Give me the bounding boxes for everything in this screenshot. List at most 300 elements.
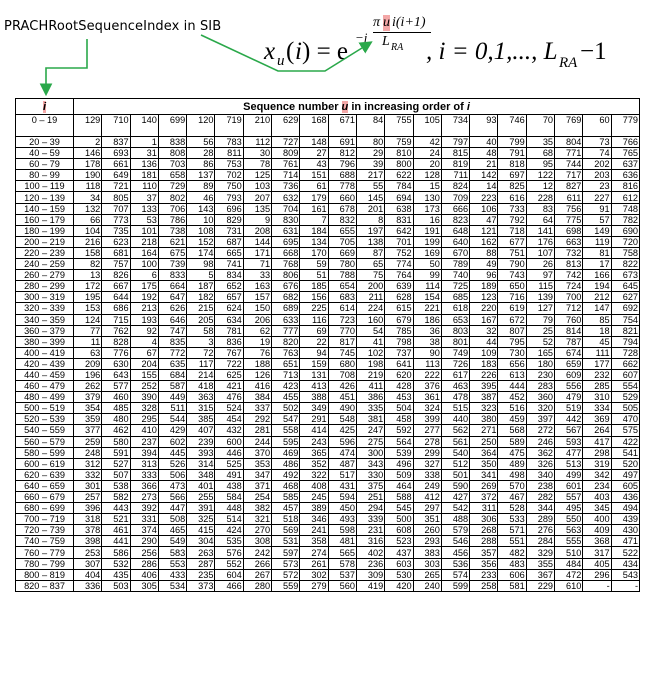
table-cell: 736: [272, 181, 300, 192]
exponent-u-highlight: u: [383, 15, 390, 30]
table-cell: 8: [356, 214, 384, 225]
row-index-range: 520 – 539: [16, 414, 74, 425]
table-cell: 700: [555, 292, 583, 303]
table-cell: 449: [158, 392, 186, 403]
table-cell: 607: [611, 369, 639, 380]
table-cell: 222: [413, 369, 441, 380]
table-cell: 603: [385, 558, 413, 569]
table-cell: 545: [385, 503, 413, 514]
table-cell: 421: [215, 381, 243, 392]
table-cell: 255: [187, 492, 215, 503]
table-cell: 394: [130, 447, 158, 458]
table-cell: 828: [102, 336, 130, 347]
table-cell: 431: [328, 480, 356, 491]
table-cell: 795: [498, 336, 526, 347]
table-cell: 288: [470, 536, 498, 547]
table-cell: 126: [243, 369, 271, 380]
table-cell: 565: [328, 547, 356, 558]
table-cell: 149: [583, 225, 611, 236]
table-cell: 266: [243, 558, 271, 569]
table-cell: 364: [470, 447, 498, 458]
table-cell: 355: [526, 558, 554, 569]
table-cell: 768: [272, 259, 300, 270]
table-cell: 762: [102, 325, 130, 336]
table-cell: 131: [300, 369, 328, 380]
table-cell: 471: [611, 536, 639, 547]
table-cell: 295: [130, 414, 158, 425]
table-cell: 581: [498, 580, 526, 591]
table-cell: 740: [441, 270, 469, 281]
table-cell: 815: [441, 148, 469, 159]
table-cell: 462: [102, 425, 130, 436]
table-cell: 320: [526, 403, 554, 414]
table-cell: 666: [441, 203, 469, 214]
table-cell: 101: [130, 225, 158, 236]
table-cell: 237: [130, 436, 158, 447]
table-cell: 216: [74, 236, 102, 247]
table-cell: 450: [328, 503, 356, 514]
table-cell: 786: [158, 214, 186, 225]
table-cell: 661: [102, 159, 130, 170]
table-cell: 306: [470, 514, 498, 525]
table-cell: 515: [441, 403, 469, 414]
table-cell: 719: [215, 115, 243, 137]
table-cell: 426: [328, 381, 356, 392]
table-cell: 562: [441, 425, 469, 436]
table-cell: 26: [526, 259, 554, 270]
table-body: [16, 115, 640, 592]
exponent-fraction-bar: [373, 32, 431, 33]
table-cell: 579: [441, 525, 469, 536]
table-cell: 166: [583, 270, 611, 281]
table-cell: 194: [583, 281, 611, 292]
table-cell: 658: [158, 170, 186, 181]
table-cell: 21: [470, 159, 498, 170]
table-cell: 123: [470, 292, 498, 303]
table-cell: 583: [158, 547, 186, 558]
table-cell: 76: [243, 347, 271, 358]
table-cell: 738: [158, 225, 186, 236]
table-cell: 708: [328, 369, 356, 380]
table-cell: 505: [611, 403, 639, 414]
table-cell: 428: [385, 381, 413, 392]
table-cell: 704: [272, 203, 300, 214]
table-cell: 831: [385, 214, 413, 225]
table-cell: 519: [555, 403, 583, 414]
table-cell: 500: [385, 514, 413, 525]
table-cell: 330: [356, 469, 384, 480]
table-cell: 810: [385, 148, 413, 159]
table-cell: 103: [243, 181, 271, 192]
table-cell: 73: [583, 137, 611, 148]
table-cell: 392: [130, 503, 158, 514]
table-cell: 152: [187, 236, 215, 247]
table-row: [16, 369, 640, 380]
table-cell: 232: [583, 369, 611, 380]
table-cell: 481: [328, 536, 356, 547]
table-cell: 574: [441, 569, 469, 580]
table-cell: 24: [413, 148, 441, 159]
row-index-range: 640 – 659: [16, 480, 74, 491]
table-cell: 318: [74, 514, 102, 525]
table-cell: 806: [272, 270, 300, 281]
table-cell: 239: [187, 436, 215, 447]
table-cell: 693: [102, 148, 130, 159]
table-cell: 344: [526, 503, 554, 514]
table-cell: 136: [130, 159, 158, 170]
table-cell: 256: [130, 547, 158, 558]
table-cell: 226: [470, 369, 498, 380]
table-cell: 398: [74, 536, 102, 547]
table-cell: 19: [243, 336, 271, 347]
table-cell: 310: [583, 392, 611, 403]
table-cell: 345: [583, 503, 611, 514]
table-cell: 816: [611, 181, 639, 192]
table-cell: 594: [328, 492, 356, 503]
table-cell: 323: [470, 403, 498, 414]
table-cell: 11: [74, 336, 102, 347]
table-cell: 302: [300, 569, 328, 580]
table-cell: 143: [187, 203, 215, 214]
table-cell: 477: [555, 447, 583, 458]
row-index-range: 580 – 599: [16, 447, 74, 458]
table-cell: 652: [215, 281, 243, 292]
table-cell: 829: [215, 214, 243, 225]
table-cell: 813: [555, 259, 583, 270]
table-cell: 614: [328, 303, 356, 314]
table-cell: 253: [74, 547, 102, 558]
table-cell: 771: [555, 148, 583, 159]
table-cell: 625: [215, 369, 243, 380]
table-cell: 188: [243, 358, 271, 369]
exponent-denominator-sub: RA: [391, 42, 404, 53]
table-cell: 334: [583, 403, 611, 414]
table-cell: 116: [300, 314, 328, 325]
table-cell: 488: [441, 514, 469, 525]
table-cell: 618: [441, 303, 469, 314]
table-cell: 9: [243, 214, 271, 225]
table-cell: 303: [413, 558, 441, 569]
table-cell: 632: [272, 192, 300, 203]
table-row: [16, 181, 640, 192]
table-cell: 440: [441, 414, 469, 425]
table-cell: 809: [272, 148, 300, 159]
table-cell: 354: [74, 403, 102, 414]
table-cell: 648: [441, 225, 469, 236]
row-index-range: 180 – 199: [16, 225, 74, 236]
table-cell: 86: [187, 159, 215, 170]
table-cell: 558: [272, 425, 300, 436]
table-cell: 612: [611, 192, 639, 203]
table-cell: 731: [215, 225, 243, 236]
table-cell: 258: [470, 580, 498, 591]
table-cell: 219: [356, 369, 384, 380]
table-cell: 600: [215, 436, 243, 447]
table-cell: 551: [498, 536, 526, 547]
table-cell: 804: [555, 137, 583, 148]
table-cell: 413: [300, 381, 328, 392]
table-cell: 159: [300, 358, 328, 369]
table-cell: 167: [470, 314, 498, 325]
table-cell: 319: [583, 458, 611, 469]
table-cell: 725: [441, 281, 469, 292]
table-cell: 636: [611, 170, 639, 181]
table-cell: 139: [526, 292, 554, 303]
table-cell: 525: [215, 458, 243, 469]
table-cell: 339: [356, 514, 384, 525]
table-cell: 754: [611, 314, 639, 325]
row-index-range: 800 – 819: [16, 569, 74, 580]
table-row: [16, 414, 640, 425]
table-cell: 597: [272, 547, 300, 558]
table-cell: 308: [243, 536, 271, 547]
table-cell: 225: [300, 303, 328, 314]
table-cell: 173: [413, 203, 441, 214]
table-cell: 518: [272, 514, 300, 525]
table-cell: 203: [583, 170, 611, 181]
table-cell: 814: [555, 325, 583, 336]
table-cell: 812: [328, 148, 356, 159]
table-cell: 391: [187, 503, 215, 514]
table-cell: 32: [470, 325, 498, 336]
table-cell: 430: [611, 525, 639, 536]
table-cell: 43: [300, 159, 328, 170]
table-cell: 678: [328, 203, 356, 214]
table-cell: 577: [102, 381, 130, 392]
table-cell: 451: [328, 392, 356, 403]
table-cell: 789: [441, 259, 469, 270]
table-cell: 516: [498, 403, 526, 414]
table-cell: 260: [413, 525, 441, 536]
table-cell: 341: [470, 469, 498, 480]
table-cell: 534: [158, 580, 186, 591]
table-cell: 772: [158, 347, 186, 358]
table-cell: 65: [356, 259, 384, 270]
table-cell: 55: [356, 181, 384, 192]
table-cell: 88: [470, 247, 498, 258]
table-cell: 57: [583, 214, 611, 225]
table-cell: 621: [158, 236, 186, 247]
table-cell: 452: [498, 392, 526, 403]
table-cell: 252: [130, 381, 158, 392]
table-cell: 201: [356, 203, 384, 214]
table-cell: 834: [215, 270, 243, 281]
table-cell: 723: [328, 314, 356, 325]
table-cell: 595: [272, 436, 300, 447]
table-cell: 513: [555, 458, 583, 469]
table-cell: 278: [413, 436, 441, 447]
row-index-range: 420 – 439: [16, 358, 74, 369]
row-index-range: 720 – 739: [16, 525, 74, 536]
table-cell: 213: [130, 303, 158, 314]
table-cell: 714: [272, 170, 300, 181]
table-cell: 325: [187, 514, 215, 525]
table-cell: 190: [74, 170, 102, 181]
table-cell: 554: [611, 381, 639, 392]
table-cell: 744: [555, 159, 583, 170]
table-cell: 4: [130, 336, 158, 347]
table-cell: 121: [470, 225, 498, 236]
table-cell: 307: [74, 558, 102, 569]
table-cell: 241: [300, 525, 328, 536]
table-cell: 100: [130, 259, 158, 270]
table-cell: 543: [611, 569, 639, 580]
table-cell: 681: [102, 247, 130, 258]
table-cell: 145: [356, 192, 384, 203]
table-cell: 44: [470, 336, 498, 347]
table-cell: 629: [272, 115, 300, 137]
table-cell: 542: [441, 503, 469, 514]
table-cell: 346: [300, 514, 328, 525]
table-cell: 822: [611, 259, 639, 270]
table-cell: 373: [187, 580, 215, 591]
table-cell: 376: [413, 381, 441, 392]
table-cell: 472: [555, 569, 583, 580]
table-cell: 138: [356, 236, 384, 247]
table-cell: 247: [356, 425, 384, 436]
sequence-number-header: Sequence number u in increasing order of i: [74, 99, 640, 115]
table-cell: 390: [130, 392, 158, 403]
table-cell: 36: [413, 325, 441, 336]
table-cell: 791: [498, 148, 526, 159]
table-cell: 112: [243, 137, 271, 148]
table-cell: 171: [243, 247, 271, 258]
table-cell: 148: [300, 137, 328, 148]
table-cell: 639: [385, 281, 413, 292]
table-cell: 741: [215, 259, 243, 270]
table-cell: 478: [441, 392, 469, 403]
table-cell: 602: [158, 436, 186, 447]
table-cell: 340: [526, 469, 554, 480]
table-cell: 561: [441, 436, 469, 447]
table-cell: 683: [328, 292, 356, 303]
exponent-minus-j: −j: [355, 30, 368, 45]
table-cell: 805: [102, 192, 130, 203]
table-cell: 696: [215, 203, 243, 214]
table-cell: 221: [413, 303, 441, 314]
table-cell: 153: [74, 303, 102, 314]
table-cell: 378: [74, 525, 102, 536]
table-cell: 552: [215, 558, 243, 569]
table-cell: 250: [470, 436, 498, 447]
table-cell: 781: [215, 325, 243, 336]
table-cell: 108: [187, 225, 215, 236]
table-cell: 563: [555, 525, 583, 536]
table-cell: 418: [187, 381, 215, 392]
table-cell: 615: [385, 303, 413, 314]
table-cell: 833: [158, 270, 186, 281]
table-cell: 422: [611, 436, 639, 447]
table-cell: 400: [583, 514, 611, 525]
table-cell: 263: [187, 547, 215, 558]
table-cell: 531: [272, 536, 300, 547]
table-cell: 456: [441, 547, 469, 558]
table-cell: 651: [272, 358, 300, 369]
table-row: [16, 247, 640, 258]
table-cell: 337: [243, 403, 271, 414]
table-cell: 274: [300, 547, 328, 558]
formula-open-paren: (: [286, 38, 295, 65]
table-cell: 427: [441, 492, 469, 503]
table-cell: 787: [555, 336, 583, 347]
row-index-range: 820 – 837: [16, 580, 74, 591]
table-cell: 132: [74, 203, 102, 214]
table-cell: 273: [130, 492, 158, 503]
table-cell: 351: [413, 514, 441, 525]
table-cell: 521: [102, 514, 130, 525]
row-index-range: 200 – 219: [16, 236, 74, 247]
table-cell: 826: [102, 270, 130, 281]
table-cell: 570: [498, 480, 526, 491]
table-cell: 338: [413, 469, 441, 480]
table-row: [16, 292, 640, 303]
table-cell: 746: [498, 115, 526, 137]
table-cell: 175: [130, 281, 158, 292]
table-cell: 84: [356, 115, 384, 137]
table-cell: 125: [243, 170, 271, 181]
table-cell: 357: [470, 547, 498, 558]
row-index-range: 460 – 479: [16, 381, 74, 392]
exponent-denominator: L: [382, 34, 390, 49]
table-cell: 61: [300, 181, 328, 192]
table-cell: 352: [300, 458, 328, 469]
table-cell: 202: [583, 159, 611, 170]
row-index-range: 260 – 279: [16, 270, 74, 281]
table-cell: 359: [74, 414, 102, 425]
table-cell: 187: [187, 281, 215, 292]
table-cell: 759: [385, 137, 413, 148]
table-cell: 447: [158, 503, 186, 514]
table-cell: 53: [130, 214, 158, 225]
table-cell: 690: [611, 225, 639, 236]
table-cell: 540: [441, 447, 469, 458]
table-cell: 528: [498, 503, 526, 514]
table-cell: 803: [441, 325, 469, 336]
table-cell: 587: [158, 381, 186, 392]
table-cell: 105: [413, 115, 441, 137]
table-cell: 99: [413, 270, 441, 281]
table-cell: 622: [385, 170, 413, 181]
table-cell: 224: [356, 303, 384, 314]
table-cell: 327: [413, 458, 441, 469]
table-row: [16, 425, 640, 436]
table-cell: 209: [74, 358, 102, 369]
table-cell: 110: [130, 181, 158, 192]
table-cell: 522: [611, 547, 639, 558]
table-cell: 609: [555, 369, 583, 380]
table-cell: 538: [102, 480, 130, 491]
table-cell: 576: [215, 547, 243, 558]
table-cell: 638: [385, 203, 413, 214]
table-cell: 663: [555, 236, 583, 247]
table-cell: 585: [272, 492, 300, 503]
table-cell: 445: [158, 447, 186, 458]
row-index-header: i: [16, 99, 74, 115]
table-cell: 238: [526, 480, 554, 491]
table-cell: 372: [470, 492, 498, 503]
table-cell: 58: [187, 325, 215, 336]
table-cell: 234: [583, 480, 611, 491]
table-cell: 301: [74, 480, 102, 491]
table-cell: 177: [583, 358, 611, 369]
table-cell: 605: [611, 480, 639, 491]
arrow-to-i-column: [46, 39, 87, 93]
table-cell: 727: [272, 137, 300, 148]
table-cell: 641: [385, 358, 413, 369]
table-cell: 637: [611, 159, 639, 170]
table-cell: 778: [328, 181, 356, 192]
table-cell: 631: [272, 225, 300, 236]
